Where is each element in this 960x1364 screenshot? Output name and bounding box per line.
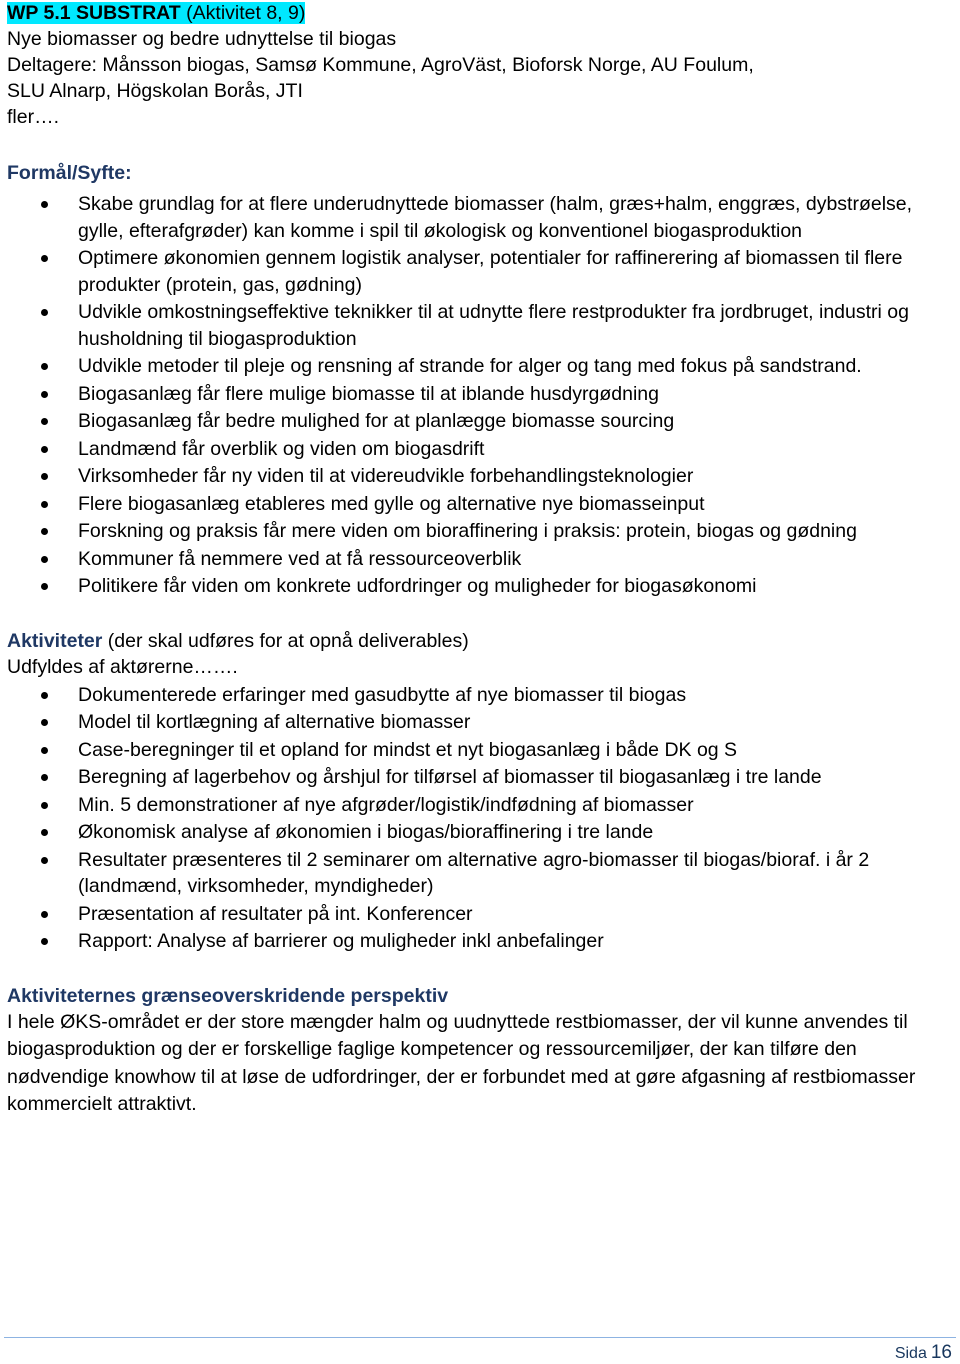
bullet-icon bbox=[41, 363, 48, 370]
list-item: Rapport: Analyse af barrierer og muligheder inkl anbefalinger bbox=[7, 927, 955, 955]
activity-reference: (Aktivitet 8, 9) bbox=[180, 2, 306, 24]
document-page bbox=[7, 0, 955, 1119]
page-number: 16 bbox=[930, 1342, 952, 1363]
activities-heading-note: (der skal udføres for at opnå deliverables) bbox=[102, 629, 469, 652]
bullet-icon bbox=[41, 583, 48, 590]
purpose-list bbox=[7, 190, 955, 600]
list-item: Resultater præsenteres til 2 seminarer om alternative agro-biomasser til biogas/bioraf. i år 2 (landmænd, virksomheder, myndigheder) bbox=[7, 846, 955, 900]
bullet-icon bbox=[41, 201, 48, 208]
list-item: Forskning og praksis får mere viden om bioraffinering i praksis: protein, biogas og gødning bbox=[7, 517, 955, 545]
bullet-icon bbox=[41, 446, 48, 453]
list-item: Udvikle omkostningseffektive teknikker til at udnytte flere restprodukter fra jordbruget, industri og husholdning til biogasproduktion bbox=[7, 298, 955, 352]
list-item: Udvikle metoder til pleje og rensning af strande for alger og tang med fokus på sandstrand. bbox=[7, 352, 955, 380]
list-item: Præsentation af resultater på int. Konferencer bbox=[7, 900, 955, 928]
activities-heading-line bbox=[7, 628, 955, 654]
list-item: Model til kortlægning af alternative biomasser bbox=[7, 708, 955, 736]
footer-divider bbox=[4, 1337, 956, 1338]
activities-fill-note: Udfyldes af aktørerne……. bbox=[7, 655, 238, 678]
participants-line-2: SLU Alnarp, Högskolan Borås, JTI bbox=[7, 80, 303, 102]
bullet-icon bbox=[41, 309, 48, 316]
list-item: Biogasanlæg får bedre mulighed for at planlægge biomasse sourcing bbox=[7, 407, 955, 435]
bullet-icon bbox=[41, 802, 48, 809]
list-item: Beregning af lagerbehov og årshjul for tilførsel af biomasser til biogasanlæg i tre lande bbox=[7, 763, 955, 791]
list-item: Case-beregninger til et opland for mindst et nyt biogasanlæg i både DK og S bbox=[7, 736, 955, 764]
perspective-heading: Aktiviteternes grænseoverskridende perspektiv bbox=[7, 984, 449, 1007]
page-label: Sida bbox=[894, 1345, 927, 1362]
purpose-heading: Formål/Syfte: bbox=[7, 162, 132, 184]
activities-heading: Aktiviteter bbox=[7, 629, 103, 652]
bullet-icon bbox=[41, 774, 48, 781]
bullet-icon bbox=[41, 692, 48, 699]
bullet-icon bbox=[41, 501, 48, 508]
bullet-icon bbox=[41, 255, 48, 262]
page-footer bbox=[895, 1343, 952, 1364]
bullet-icon bbox=[41, 391, 48, 398]
perspective-paragraph: I hele ØKS-området er der store mængder halm og uudnyttede restbiomasser, der vil kunne anvendes til biogasproduktion og der er forskellige faglige kompetencer og ressourcemiljøer, der kan tilføre den nødvendige knowhow til at løse de udfordringer, der er forbundet med at gøre afgasning af restbiomasser kommercielt attraktivt. bbox=[7, 1010, 916, 1115]
list-item: Biogasanlæg får flere mulige biomasse til at iblande husdyrgødning bbox=[7, 380, 955, 408]
bullet-icon bbox=[41, 747, 48, 754]
list-item: Virksomheder får ny viden til at videreudvikle forbehandlingsteknologier bbox=[7, 462, 955, 490]
subtitle: Nye biomasser og bedre udnyttelse til biogas bbox=[7, 28, 397, 50]
bullet-icon bbox=[41, 528, 48, 535]
bullet-icon bbox=[41, 719, 48, 726]
bullet-icon bbox=[41, 556, 48, 563]
bullet-icon bbox=[41, 938, 48, 945]
bullet-icon bbox=[41, 473, 48, 480]
bullet-icon bbox=[41, 418, 48, 425]
bullet-icon bbox=[41, 857, 48, 864]
participants-line-1: Deltagere: Månsson biogas, Samsø Kommune, AgroVäst, Bioforsk Norge, AU Foulum, bbox=[7, 54, 754, 76]
list-item: Min. 5 demonstrationer af nye afgrøder/logistik/indfødning af biomasser bbox=[7, 791, 955, 819]
work-package-label: WP 5.1 SUBSTRAT bbox=[7, 2, 181, 24]
activities-list bbox=[7, 681, 955, 955]
list-item: Økonomisk analyse af økonomien i biogas/bioraffinering i tre lande bbox=[7, 818, 955, 846]
list-item: Flere biogasanlæg etableres med gylle og alternative nye biomasseinput bbox=[7, 490, 955, 518]
bullet-icon bbox=[41, 829, 48, 836]
list-item: Politikere får viden om konkrete udfordringer og muligheder for biogasøkonomi bbox=[7, 572, 955, 600]
bullet-icon bbox=[41, 911, 48, 918]
work-package-title bbox=[7, 0, 955, 26]
list-item: Dokumenterede erfaringer med gasudbytte af nye biomasser til biogas bbox=[7, 681, 955, 709]
list-item: Kommuner få nemmere ved at få ressourceoverblik bbox=[7, 545, 955, 573]
list-item: Landmænd får overblik og viden om biogasdrift bbox=[7, 435, 955, 463]
participants-line-3: fler…. bbox=[7, 106, 60, 128]
list-item: Optimere økonomien gennem logistik analyser, potentialer for raffinerering af biomassen til flere produkter (protein, gas, gødning) bbox=[7, 244, 955, 298]
list-item: Skabe grundlag for at flere underudnyttede biomasser (halm, græs+halm, enggræs, dybstrøelse, gylle, efterafgrøder) kan komme i spil til økologisk og konventionel biogasproduktion bbox=[7, 190, 955, 244]
